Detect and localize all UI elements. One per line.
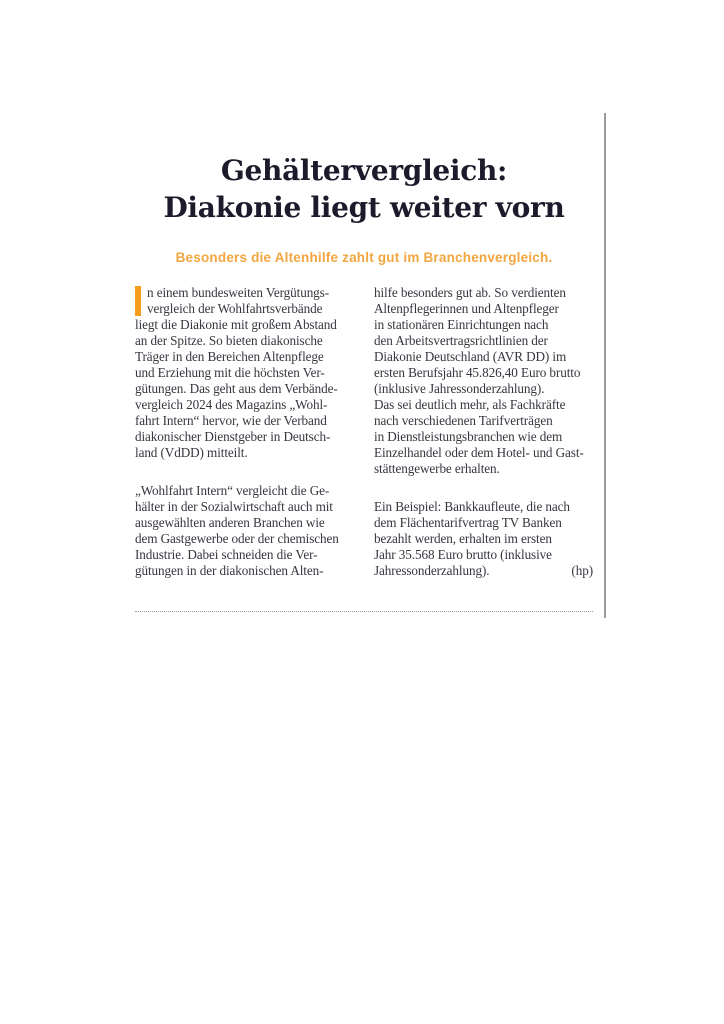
text-line: „Wohlfahrt Intern“ vergleicht die Ge- xyxy=(135,483,330,498)
text-line: Einzelhandel oder dem Hotel- und Gast- xyxy=(374,445,584,460)
text-line: Diakonie Deutschland (AVR DD) im xyxy=(374,349,567,364)
text-line: dem Flächentarifvertrag TV Banken xyxy=(374,515,562,530)
text-line: an der Spitze. So bieten diakonische xyxy=(135,333,323,348)
article xyxy=(135,152,593,579)
text-line: land (VdDD) mitteilt. xyxy=(135,445,248,460)
text-line: liegt die Diakonie mit großem Abstand xyxy=(135,317,337,332)
text-line: in Dienstleistungsbranchen wie dem xyxy=(374,429,563,444)
headline xyxy=(135,152,593,226)
text-line: hilfe besonders gut ab. So verdienten xyxy=(374,285,566,300)
text-line: vergleich der Wohlfahrtsverbände xyxy=(147,301,323,316)
text-line: dem Gastgewerbe oder der chemischen xyxy=(135,531,339,546)
text: Jahressonderzahlung). xyxy=(374,563,490,578)
text-line: ausgewählten anderen Branchen wie xyxy=(135,515,325,530)
right-vertical-rule xyxy=(604,113,606,618)
text-line: Altenpflegerinnen und Altenpfleger xyxy=(374,301,559,316)
paragraph xyxy=(135,483,354,579)
text-line: und Erziehung mit die höchsten Ver- xyxy=(135,365,325,380)
text-line: diakonischer Dienstgeber in Deutsch- xyxy=(135,429,331,444)
text-line: den Arbeitsvertragsrichtlinien der xyxy=(374,333,548,348)
headline-line-2: Diakonie liegt weiter vorn xyxy=(163,191,565,224)
text-line: hälter in der Sozialwirtschaft auch mit xyxy=(135,499,333,514)
paragraph xyxy=(374,285,593,477)
text-line: bezahlt werden, erhalten im ersten xyxy=(374,531,552,546)
text-line: n einem bundesweiten Vergütungs- xyxy=(147,285,330,300)
subhead: Besonders die Altenhilfe zahlt gut im Branchenvergleich. xyxy=(175,250,553,265)
bottom-dotted-rule xyxy=(135,611,593,612)
column-right xyxy=(374,285,593,579)
text-line xyxy=(374,563,593,579)
text-line: ersten Berufsjahr 45.826,40 Euro brutto xyxy=(374,365,581,380)
text-line: Jahr 35.568 Euro brutto (inklusive xyxy=(374,547,552,562)
text-line: stättengewerbe erhalten. xyxy=(374,461,500,476)
dropcap-initial-I xyxy=(135,286,141,316)
text-line: nach verschiedenen Tarifverträgen xyxy=(374,413,553,428)
text-line: Ein Beispiel: Bankkaufleute, die nach xyxy=(374,499,570,514)
text-line: gütungen in der diakonischen Alten- xyxy=(135,563,324,578)
column-left xyxy=(135,285,354,579)
text-line: gütungen. Das geht aus dem Verbände- xyxy=(135,381,338,396)
author-signature: (hp) xyxy=(571,563,593,578)
text-line: Industrie. Dabei schneiden die Ver- xyxy=(135,547,318,562)
paragraph xyxy=(135,285,354,461)
article-columns xyxy=(135,285,593,579)
text-line: fahrt Intern“ hervor, wie der Verband xyxy=(135,413,327,428)
text-line: Träger in den Bereichen Altenpflege xyxy=(135,349,324,364)
text-line: (inklusive Jahressonderzahlung). xyxy=(374,381,545,396)
text-line: in stationären Einrichtungen nach xyxy=(374,317,549,332)
text-line: vergleich 2024 des Magazins „Wohl- xyxy=(135,397,328,412)
paragraph xyxy=(374,499,593,579)
headline-line-1: Gehältervergleich: xyxy=(220,154,508,187)
text-line: Das sei deutlich mehr, als Fachkräfte xyxy=(374,397,566,412)
